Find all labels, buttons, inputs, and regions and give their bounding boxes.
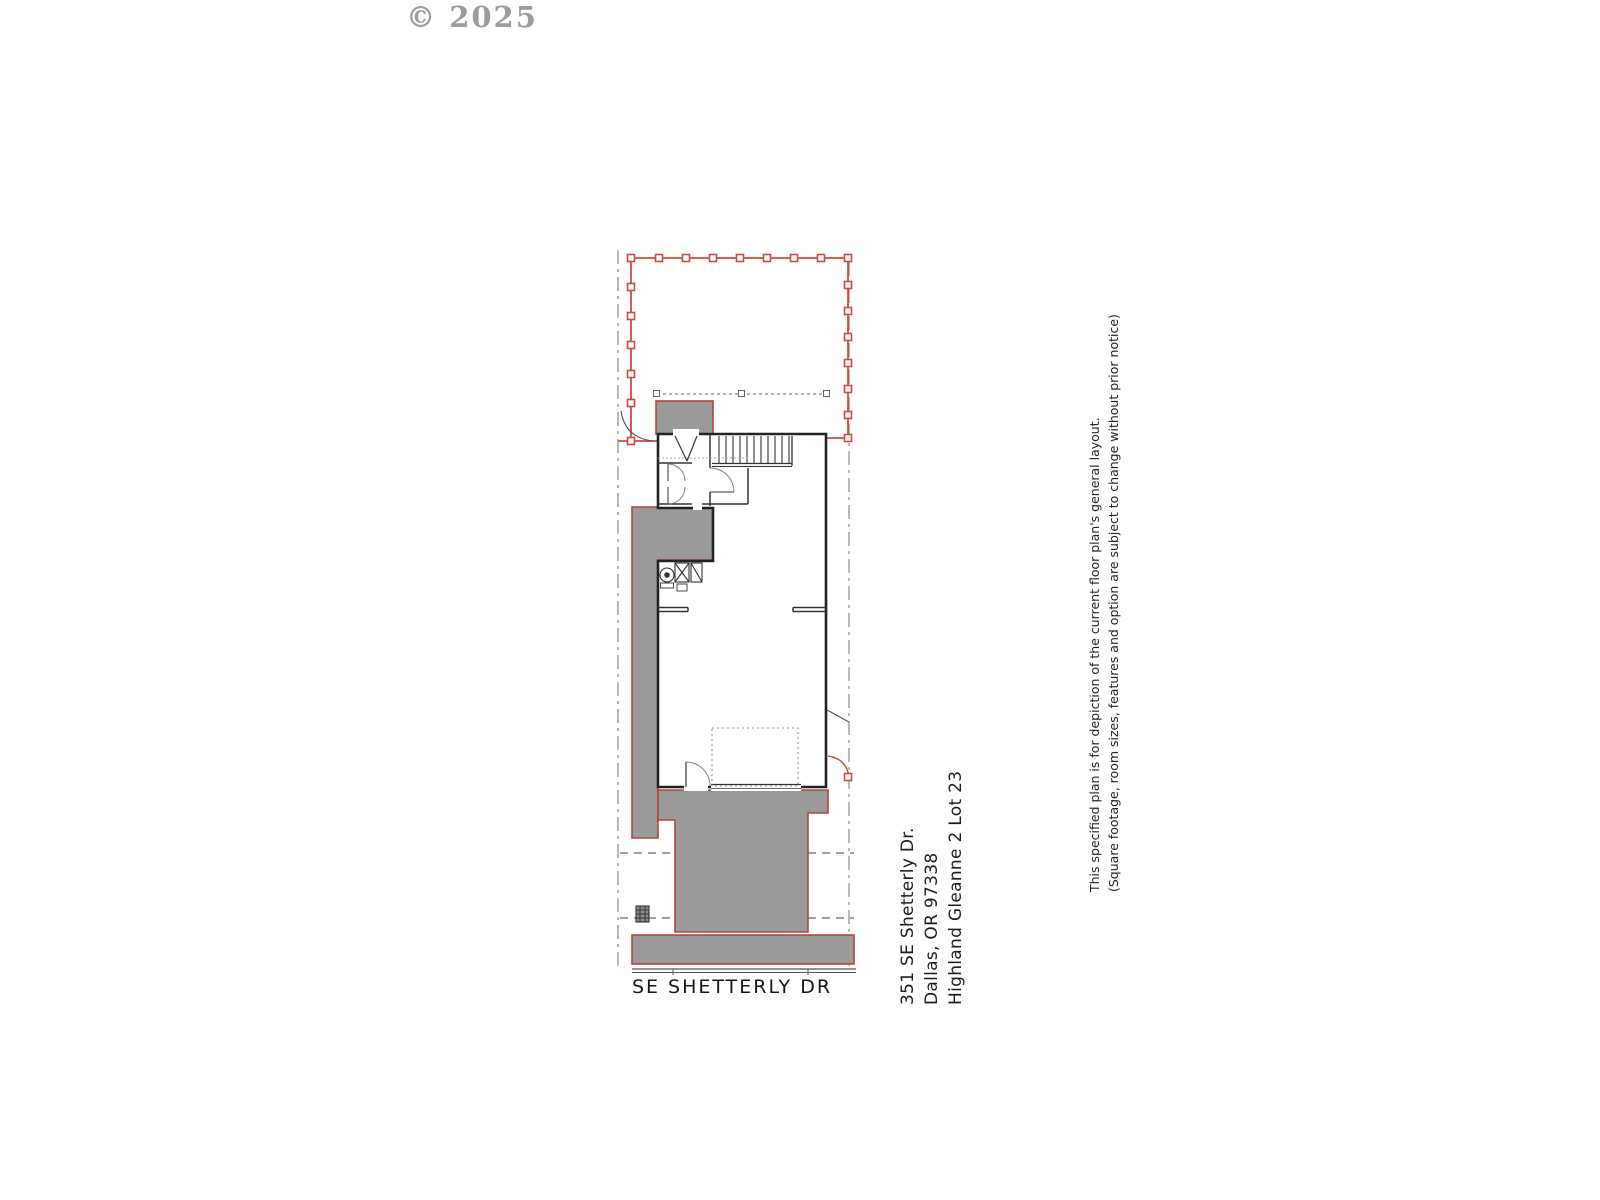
street-label: SE SHETTERLY DR	[631, 976, 833, 998]
fence-post	[656, 255, 663, 262]
driveway-pad	[658, 790, 828, 932]
fence-post	[791, 255, 798, 262]
fence-post	[845, 334, 852, 341]
fence-post	[818, 255, 825, 262]
address-line-2: Dallas, OR 97338	[922, 852, 942, 1005]
fence-post	[764, 255, 771, 262]
deck-marker	[824, 391, 830, 397]
fence-post	[845, 255, 852, 262]
fence-post	[845, 435, 852, 442]
fence-post	[845, 360, 852, 367]
fence-post	[628, 438, 635, 445]
street-edge	[632, 969, 856, 975]
sidewalk-pad	[632, 935, 854, 964]
house-outline	[658, 434, 826, 787]
fence-post	[845, 774, 852, 781]
fence-post	[628, 284, 635, 291]
deck-marker	[654, 391, 660, 397]
address-line-3: Highland Gleanne 2 Lot 23	[946, 770, 966, 1005]
washer-dot-icon	[665, 573, 669, 577]
disclaimer-line-2: (Square footage, room sizes, features and option are subject to change without prior notice)	[1106, 314, 1121, 892]
gate-arc-north	[621, 411, 653, 441]
fence-post	[683, 255, 690, 262]
fence-post	[737, 255, 744, 262]
rear-door-opening	[684, 782, 708, 791]
fence-post	[628, 255, 635, 262]
fence-post	[628, 342, 635, 349]
fence-post	[710, 255, 717, 262]
deck-marker	[739, 391, 745, 397]
fence-post	[628, 400, 635, 407]
deck-dashed-line	[654, 391, 830, 397]
back-yard-fence	[618, 258, 848, 441]
fence-post	[845, 282, 852, 289]
fence-post	[845, 308, 852, 315]
hall-door-opening	[693, 499, 702, 510]
entry-door-opening	[673, 429, 699, 438]
disclaimer-line-1: This specified plan is for depiction of the current floor plan's general layout.	[1087, 417, 1102, 892]
fence-tie-line	[827, 710, 849, 722]
copyright-watermark: © 2025	[406, 0, 538, 34]
disclaimer-block	[1085, 312, 1123, 892]
address-block	[896, 749, 968, 1005]
fence-post	[628, 371, 635, 378]
fence-post	[628, 313, 635, 320]
utility-meter-icon	[636, 906, 649, 922]
address-line-1: 351 SE Shetterly Dr.	[898, 827, 918, 1005]
fence-post	[845, 412, 852, 419]
fence-post	[845, 386, 852, 393]
